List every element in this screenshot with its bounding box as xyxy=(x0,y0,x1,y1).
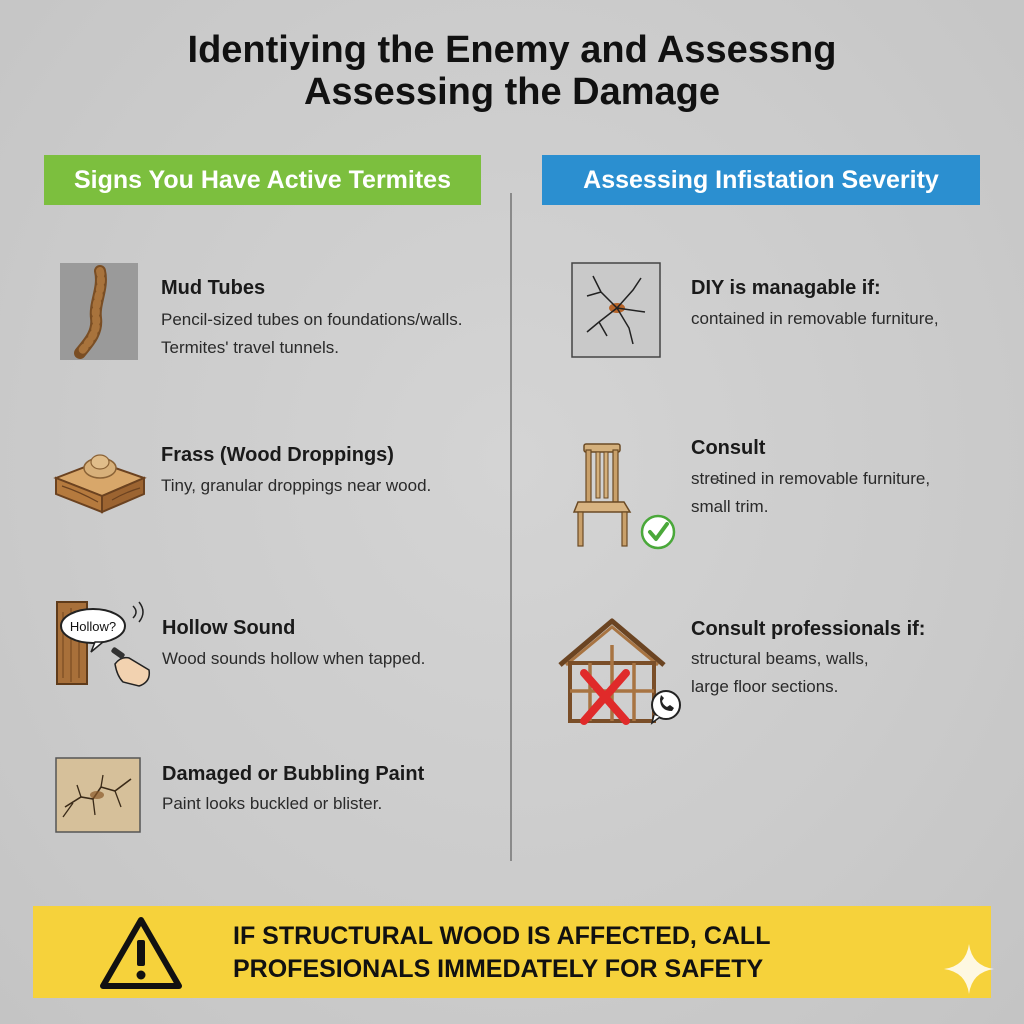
desc-line: Termites' travel tunnels. xyxy=(161,338,340,357)
desc-line: small trim. xyxy=(691,497,769,516)
desc-line: Tiny, granular droppings near wood. xyxy=(161,476,432,495)
diy-title: DIY is managable if: xyxy=(691,277,881,299)
frass-title: Frass (Wood Droppings) xyxy=(161,444,394,466)
mud-tubes-title: Mud Tubes xyxy=(161,277,266,299)
frass-wood-icon xyxy=(52,444,148,514)
mud-tubes-desc xyxy=(161,306,462,362)
right-section-header: Assessing Infistation Severity xyxy=(542,155,980,205)
cracked-wood-icon xyxy=(571,262,661,358)
cracked-paint-icon xyxy=(55,757,141,833)
house-frame-x-phone-icon xyxy=(556,615,686,730)
consult-professionals-desc xyxy=(691,645,869,701)
consult-desc xyxy=(691,465,930,521)
desc-line: large floor sections. xyxy=(691,677,839,696)
hollow-sound-desc xyxy=(162,645,425,673)
consult-professionals-title: Consult professionals if: xyxy=(691,618,926,640)
mud-tubes-icon xyxy=(60,263,138,360)
warning-text xyxy=(233,920,770,986)
desc-line: Wood sounds hollow when tapped. xyxy=(162,649,426,668)
sparkle-icon xyxy=(942,942,996,1001)
consult-title: Consult xyxy=(691,437,766,459)
page-title-line-1: Identiying the Enemy and Assessng xyxy=(187,29,837,71)
damaged-paint-desc xyxy=(162,790,382,818)
column-divider xyxy=(510,193,512,861)
desc-line: structural beams, walls, xyxy=(691,649,869,668)
warning-triangle-icon xyxy=(99,916,183,990)
chair-check-icon xyxy=(572,440,678,552)
hollow-sound-title: Hollow Sound xyxy=(162,617,296,639)
desc-line: Pencil-sized tubes on foundations/walls. xyxy=(161,310,463,329)
diy-desc xyxy=(691,305,939,333)
desc-line: contained in removable furniture, xyxy=(691,309,939,328)
hollow-knock-icon xyxy=(55,598,153,690)
frass-desc xyxy=(161,472,431,500)
page-title-line-2: Assessing the Damage xyxy=(303,71,721,113)
left-section-header: Signs You Have Active Termites xyxy=(44,155,481,205)
warning-line-2: PROFESIONALS IMMEDATELY FOR SAFETY xyxy=(233,955,764,983)
desc-line: Paint looks buckled or blister. xyxy=(162,794,383,813)
warning-banner xyxy=(33,906,991,998)
warning-line-1: IF STRUCTURAL WOOD IS AFFECTED, CALL xyxy=(233,922,771,950)
hollow-bubble-text: Hollow? xyxy=(69,619,117,634)
desc-line: stre̴tined in removable furniture, xyxy=(691,469,931,488)
damaged-paint-title: Damaged or Bubbling Paint xyxy=(162,763,425,785)
